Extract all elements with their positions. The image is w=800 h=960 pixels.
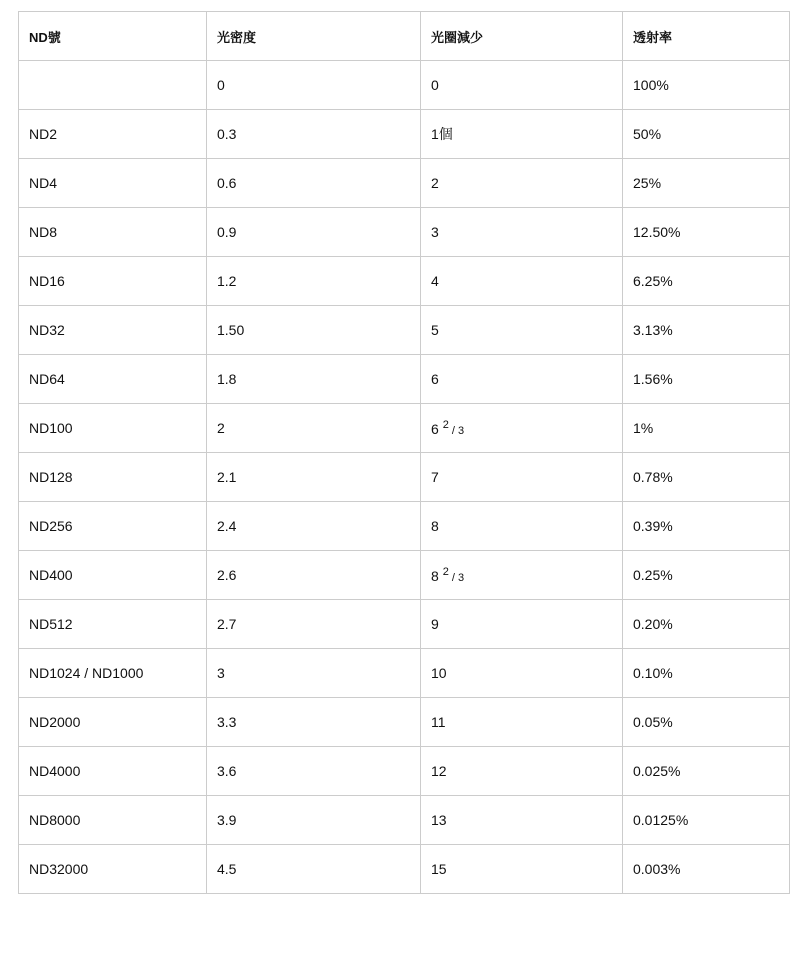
cell-stop-reduction: 0	[421, 61, 623, 110]
header-nd-number: ND號	[19, 12, 207, 61]
cell-stop-reduction: 8 $^2$ / 3	[421, 551, 623, 600]
table-row	[19, 453, 790, 502]
table-row	[19, 61, 790, 110]
cell-transmittance: 0.25%	[623, 551, 790, 600]
cell-optical-density: 3	[207, 649, 421, 698]
stop-denominator: 3	[457, 425, 465, 437]
cell-transmittance: 3.13%	[623, 306, 790, 355]
table-header-row	[19, 12, 790, 61]
stop-numerator: 2	[442, 419, 449, 431]
table-row	[19, 698, 790, 747]
table-row	[19, 551, 790, 600]
header-optical-density: 光密度	[207, 12, 421, 61]
header-stop-reduction: 光圈減少	[421, 12, 623, 61]
cell-transmittance: 1.56%	[623, 355, 790, 404]
cell-nd-number: ND4000	[19, 747, 207, 796]
table-row	[19, 110, 790, 159]
cell-optical-density: 4.5	[207, 845, 421, 894]
cell-optical-density: 0.9	[207, 208, 421, 257]
table-row	[19, 845, 790, 894]
cell-transmittance: 0.20%	[623, 600, 790, 649]
table-row	[19, 600, 790, 649]
cell-transmittance: 12.50%	[623, 208, 790, 257]
cell-transmittance: 0.0125%	[623, 796, 790, 845]
table-row	[19, 404, 790, 453]
cell-nd-number: ND8000	[19, 796, 207, 845]
cell-nd-number: ND128	[19, 453, 207, 502]
cell-optical-density: 2.6	[207, 551, 421, 600]
cell-stop-reduction: 12	[421, 747, 623, 796]
cell-nd-number: ND32	[19, 306, 207, 355]
cell-transmittance: 100%	[623, 61, 790, 110]
cell-transmittance: 25%	[623, 159, 790, 208]
cell-transmittance: 0.39%	[623, 502, 790, 551]
cell-nd-number: ND16	[19, 257, 207, 306]
cell-nd-number: ND100	[19, 404, 207, 453]
cell-stop-reduction: 15	[421, 845, 623, 894]
cell-optical-density: 3.9	[207, 796, 421, 845]
cell-stop-reduction: 4	[421, 257, 623, 306]
cell-nd-number: ND2000	[19, 698, 207, 747]
cell-stop-reduction: 6 $^2$ / 3	[421, 404, 623, 453]
cell-stop-reduction: 7	[421, 453, 623, 502]
cell-nd-number: ND1024 / ND1000	[19, 649, 207, 698]
cell-optical-density: 3.6	[207, 747, 421, 796]
stop-whole: 8	[431, 568, 439, 584]
nd-filter-table	[18, 11, 790, 894]
table-body	[19, 61, 790, 894]
cell-transmittance: 0.025%	[623, 747, 790, 796]
cell-stop-reduction: 11	[421, 698, 623, 747]
cell-nd-number: ND400	[19, 551, 207, 600]
cell-stop-reduction: 10	[421, 649, 623, 698]
cell-transmittance: 1%	[623, 404, 790, 453]
cell-nd-number: ND8	[19, 208, 207, 257]
table-row	[19, 159, 790, 208]
table-row	[19, 208, 790, 257]
cell-transmittance: 50%	[623, 110, 790, 159]
cell-optical-density: 3.3	[207, 698, 421, 747]
cell-optical-density: 1.50	[207, 306, 421, 355]
table-row	[19, 747, 790, 796]
cell-optical-density: 0	[207, 61, 421, 110]
table-row	[19, 355, 790, 404]
table-row	[19, 306, 790, 355]
cell-transmittance: 0.10%	[623, 649, 790, 698]
cell-optical-density: 0.6	[207, 159, 421, 208]
cell-optical-density: 2.4	[207, 502, 421, 551]
table-row	[19, 257, 790, 306]
table-row	[19, 649, 790, 698]
stop-denominator: 3	[457, 572, 465, 584]
cell-optical-density: 2	[207, 404, 421, 453]
cell-stop-reduction: 1個	[421, 110, 623, 159]
cell-optical-density: 1.2	[207, 257, 421, 306]
table-row	[19, 796, 790, 845]
cell-optical-density: 2.1	[207, 453, 421, 502]
cell-stop-reduction: 6	[421, 355, 623, 404]
cell-optical-density: 1.8	[207, 355, 421, 404]
cell-nd-number: ND64	[19, 355, 207, 404]
cell-transmittance: 0.78%	[623, 453, 790, 502]
cell-transmittance: 0.05%	[623, 698, 790, 747]
stop-whole: 6	[431, 421, 439, 437]
cell-stop-reduction: 2	[421, 159, 623, 208]
cell-nd-number	[19, 61, 207, 110]
cell-stop-reduction: 9	[421, 600, 623, 649]
cell-transmittance: 6.25%	[623, 257, 790, 306]
cell-nd-number: ND32000	[19, 845, 207, 894]
table-row	[19, 502, 790, 551]
header-transmittance: 透射率	[623, 12, 790, 61]
cell-nd-number: ND4	[19, 159, 207, 208]
cell-nd-number: ND512	[19, 600, 207, 649]
cell-nd-number: ND256	[19, 502, 207, 551]
cell-nd-number: ND2	[19, 110, 207, 159]
cell-stop-reduction: 5	[421, 306, 623, 355]
cell-optical-density: 2.7	[207, 600, 421, 649]
stop-numerator: 2	[442, 566, 449, 578]
cell-stop-reduction: 13	[421, 796, 623, 845]
cell-transmittance: 0.003%	[623, 845, 790, 894]
cell-optical-density: 0.3	[207, 110, 421, 159]
cell-stop-reduction: 8	[421, 502, 623, 551]
cell-stop-reduction: 3	[421, 208, 623, 257]
